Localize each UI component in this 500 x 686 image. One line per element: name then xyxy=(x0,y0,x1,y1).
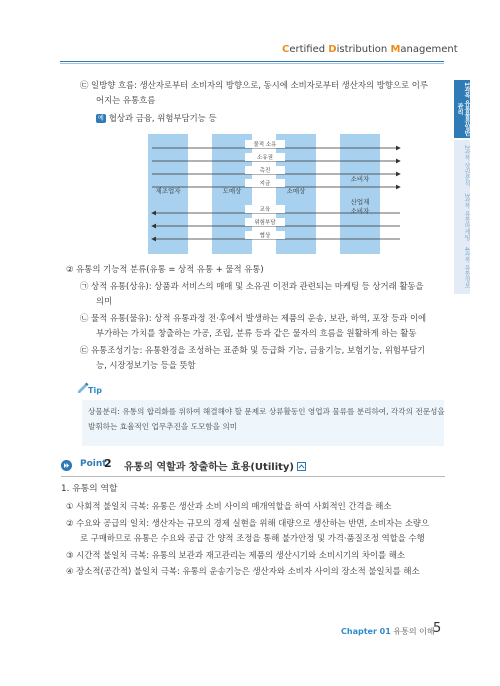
tip-label: Tip xyxy=(88,386,102,395)
side-tab-subject-2[interactable]: 2과목 상권분석 xyxy=(454,140,470,192)
side-tab-subject-3[interactable]: 3과목 유통마케팅 xyxy=(454,192,470,242)
flow-label-ownership: 소유권 xyxy=(245,153,285,161)
role-social-gap: ① 사회적 불일치 극복: 유통은 생산과 소비 사이의 매개역할을 하여 사회적인 간격을 해소 xyxy=(66,501,392,511)
example-note xyxy=(96,112,217,124)
side-tab-subject-1[interactable]: 1과목 유통물류일반관리 xyxy=(456,81,470,137)
tip-line2: 발휘하는 효율적인 업무추진을 도모함을 의미 xyxy=(88,422,238,431)
point-title: 유통의 역할과 창출하는 효용(Utility) xyxy=(124,458,306,473)
tip-line1: 상물분리: 유통의 합리화를 위하여 해결해야 할 문제로 상류활동인 영업과 물류를 분리하여, 각각의 전문성을 xyxy=(88,407,445,416)
role-supply-demand-line2: 로 구매하므로 유통은 수요와 공급 간 양적 조정을 통해 불가안정 및 가격·품질조정 역할을 수행 xyxy=(80,533,425,543)
point-play-icon xyxy=(61,460,72,471)
header-rule-light xyxy=(60,63,444,64)
example-text: 협상과 금융, 위험부담기능 등 xyxy=(108,113,217,123)
flow-label-payment: 지금 xyxy=(245,179,285,187)
flow-label-risk: 위험부담 xyxy=(245,218,285,226)
flow-label-education: 교육 xyxy=(245,205,285,213)
role-supply-demand-line1: ② 수요와 공급의 일치: 생산자는 규모의 경제 실현을 위해 대량으로 생산하는 반면, 소비자는 소량으 xyxy=(66,518,430,528)
role-time-gap: ③ 시간적 불일치 극복: 유통의 보관과 재고관리는 제품의 생산시기와 소비시기의 차이를 해소 xyxy=(66,550,405,560)
point-number: 2 xyxy=(104,457,112,470)
flow-diagram xyxy=(100,134,410,254)
example-badge: 예 xyxy=(98,115,104,122)
point-bookmark-icon xyxy=(297,462,306,471)
page-number: 5 xyxy=(433,621,442,636)
functional-classification-heading: ② 유통의 기능적 분류(유통 = 상적 유통 + 물적 유통) xyxy=(66,264,264,274)
physical-flow-line2: 부가하는 가치를 창출하는 가공, 조립, 분류 등과 같은 물자의 흐름을 원활하게 하는 활동 xyxy=(96,328,417,338)
label-manufacturer: 제조업자 xyxy=(155,187,181,195)
flow-label-promotion: 촉진 xyxy=(245,166,285,174)
role-place-gap: ④ 장소적(공간적) 불일치 극복: 유통의 운송기능은 생산자와 소비자 사이의 장소적 불일치를 해소 xyxy=(66,566,420,576)
header-rule xyxy=(60,61,444,62)
label-wholesaler: 도매상 xyxy=(222,187,242,195)
facilitating-function-line1: ㉢ 유통조성기능: 유통환경을 조성하는 표준화 및 등급화 기능, 금융기능, 보험기능, 위험부담기 xyxy=(80,345,426,355)
label-retailer: 소매상 xyxy=(286,187,306,195)
book-title: Certified Distribution Management xyxy=(282,44,458,55)
label-industrial-consumer: 산업재 소비자 xyxy=(350,198,370,215)
facilitating-function-line2: 능, 시장정보기능 등을 뜻함 xyxy=(96,360,196,370)
flow-label-physical: 물적 소유 xyxy=(245,140,285,148)
point-label: Point xyxy=(80,459,107,469)
one-way-flow-line1: ㉢ 일방향 흐름: 생산자로부터 소비자의 방향으로, 동시에 소비자로부터 생산자의 방향으로 이루 xyxy=(80,80,428,90)
label-consumer: 소비자 xyxy=(350,175,370,183)
tip-box xyxy=(82,400,444,446)
chapter-footer: Chapter 01 유통의 이해 xyxy=(341,627,435,636)
page-header xyxy=(0,0,500,62)
commercial-flow-line1: ㉠ 상적 유통(상유): 상품과 서비스의 매매 및 소유권 이전과 관련되는 마케팅 등 상거래 활동을 xyxy=(80,281,424,291)
side-tab-subject-4[interactable]: 4과목 유통정보 xyxy=(454,242,470,294)
roles-heading: 1. 유통의 역할 xyxy=(61,484,118,494)
point-rule xyxy=(61,476,445,477)
flow-label-negotiation: 협상 xyxy=(245,231,285,239)
physical-flow-line1: ㉡ 물적 유통(물유): 상적 유통과정 전·후에서 발생하는 제품의 운송, 보관, 하역, 포장 등과 이에 xyxy=(80,313,427,323)
commercial-flow-line2: 의미 xyxy=(96,296,113,306)
one-way-flow-line2: 어지는 유통흐름 xyxy=(96,95,156,105)
